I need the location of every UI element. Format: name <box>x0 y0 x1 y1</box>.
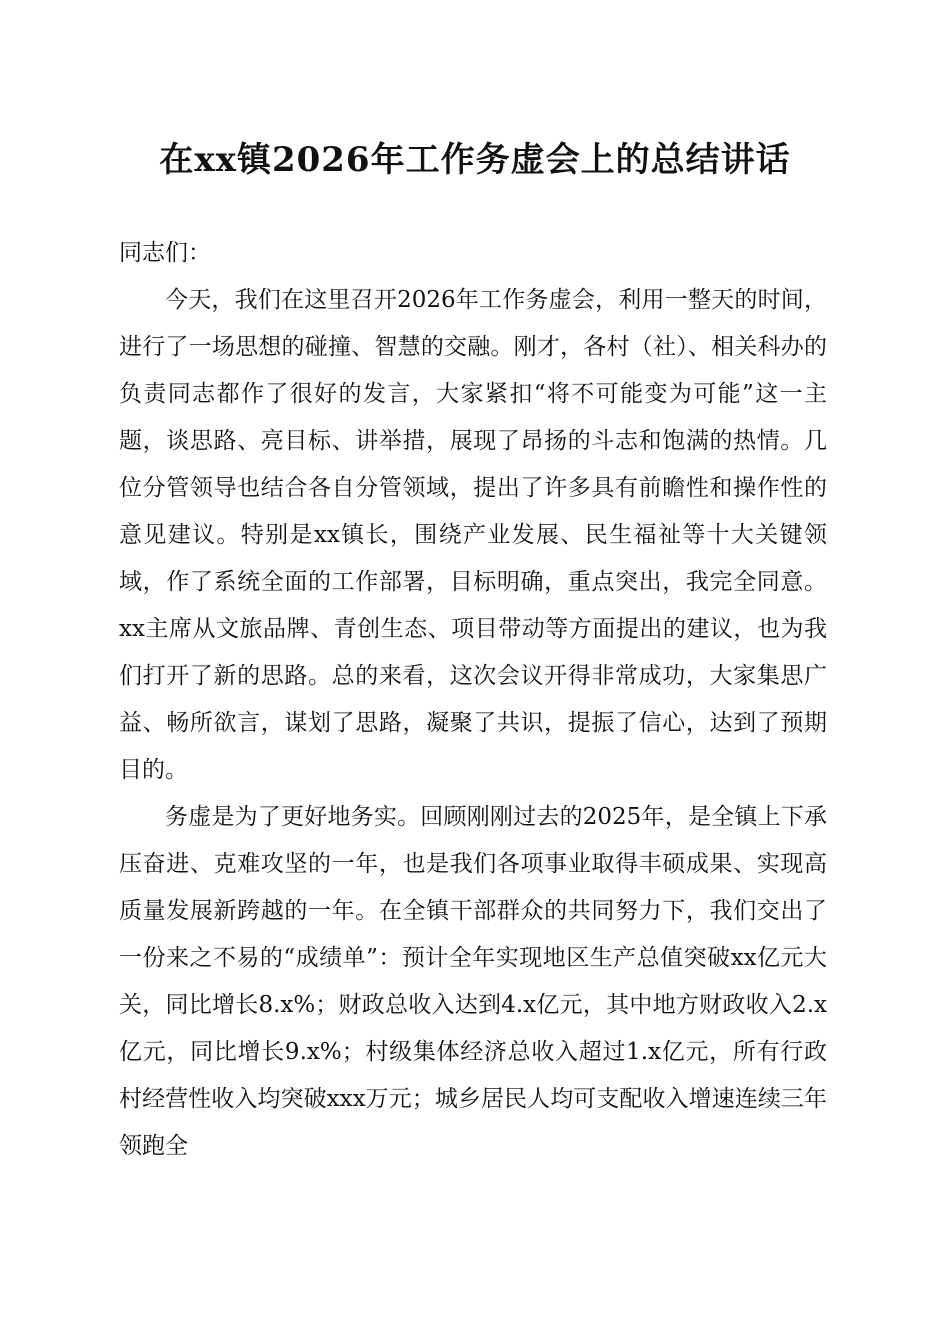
document-body <box>119 230 827 1170</box>
paragraph-2: 务虚是为了更好地务实。回顾刚刚过去的2025年，是全镇上下承压奋进、克难攻坚的一年，也是我们各项事业取得丰硕成果、实现高质量发展新跨越的一年。在全镇干部群众的共同努力下，我们交出了一份来之不易的“成绩单”：预计全年实现地区生产总值突破xx亿元大关，同比增长8.x%；财政总收入达到4.x亿元，其中地方财政收入2.x亿元，同比增长9.x%；村级集体经济总收入超过1.x亿元，所有行政村经营性收入均突破xxx万元；城乡居民人均可支配收入增速连续三年领跑全 <box>119 804 827 1159</box>
document-title: 在xx镇2026年工作务虚会上的总结讲话 <box>159 140 791 180</box>
paragraph-1: 今天，我们在这里召开2026年工作务虚会，利用一整天的时间，进行了一场思想的碰撞、智慧的交融。刚才，各村（社）、相关科办的负责同志都作了很好的发言，大家紧扣“将不可能变为可能”这一主题，谈思路、亮目标、讲举措，展现了昂扬的斗志和饱满的热情。几位分管领导也结合各自分管领域，提出了许多具有前瞻性和操作性的意见建议。特别是xx镇长，围绕产业发展、民生福祉等十大关键领域，作了系统全面的工作部署，目标明确，重点突出，我完全同意。xx主席从文旅品牌、青创生态、项目带动等方面提出的建议，也为我们打开了新的思路。总的来看，这次会议开得非常成功，大家集思广益、畅所欲言，谋划了思路，凝聚了共识，提振了信心，达到了预期目的。 <box>119 287 827 783</box>
salutation: 同志们： <box>119 240 211 266</box>
